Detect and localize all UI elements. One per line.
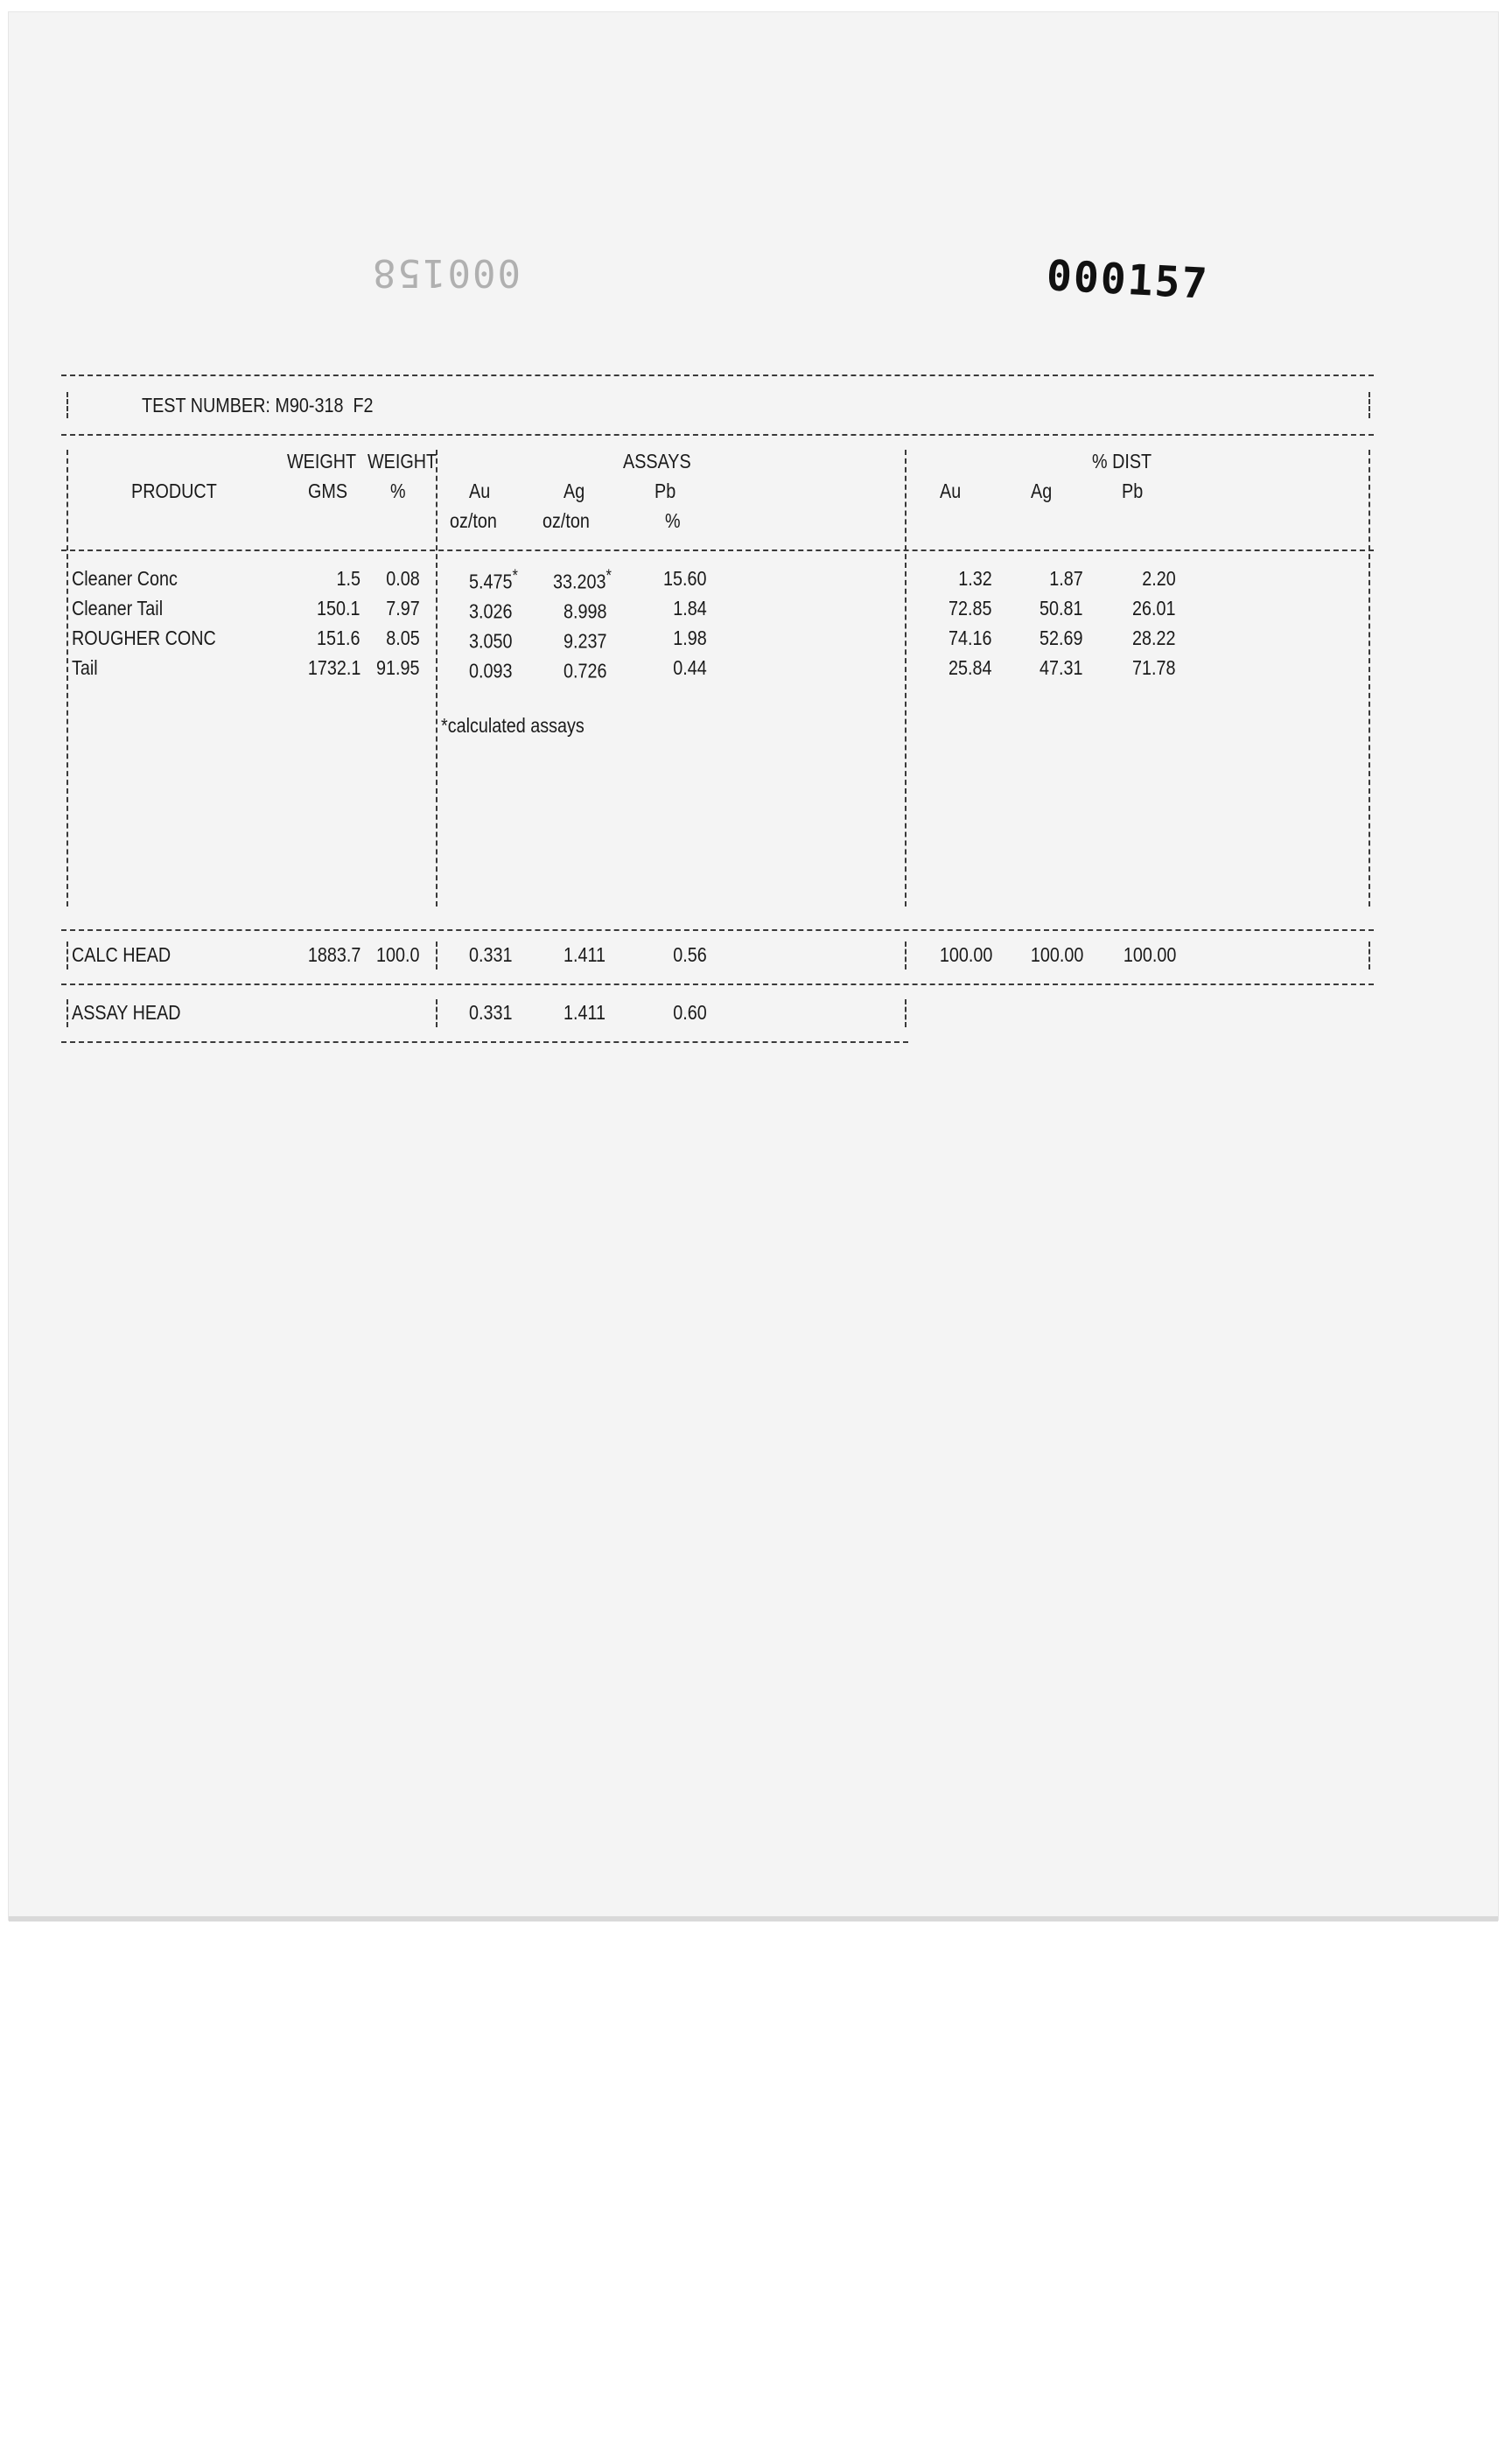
vbar-calc-right: [1368, 942, 1370, 970]
calc-head-dist-au: 100.00: [939, 943, 992, 966]
page-number-stamp: 000157: [1045, 251, 1210, 309]
calc-head-au: 0.331: [469, 943, 513, 966]
calc-head-pct: 100.0: [376, 943, 420, 966]
row-pct: 0.08: [386, 567, 420, 590]
vbar-right-body: [1368, 450, 1370, 906]
rule-under-assay-head: [61, 1041, 908, 1043]
row-dist-ag: 1.87: [1049, 567, 1083, 590]
row-au: [469, 597, 513, 624]
row-ag-value: 9.237: [564, 629, 607, 653]
header-ag: Ag: [564, 480, 585, 502]
assay-head-ag: 1.411: [564, 1001, 606, 1024]
row-au-value: 0.093: [469, 659, 513, 682]
row-ag-value: 33.203: [553, 570, 606, 593]
header-weight-pct-top: WEIGHT: [368, 450, 438, 472]
header-au-unit: oz/ton: [450, 509, 497, 532]
row-dist-ag: 47.31: [1040, 656, 1083, 679]
row-pct: 91.95: [376, 656, 420, 679]
row-pb: 0.44: [673, 656, 707, 679]
vbar-assays-dist: [905, 450, 906, 906]
row-dist-au: 1.32: [958, 567, 992, 590]
row-ag-value: 8.998: [564, 599, 607, 623]
row-gms: 150.1: [317, 597, 360, 620]
row-product: Cleaner Tail: [72, 597, 164, 620]
calc-head-dist-pb: 100.00: [1123, 943, 1176, 966]
row-au-mark: *: [512, 567, 518, 585]
calc-head-label: CALC HEAD: [72, 943, 172, 966]
test-number: TEST NUMBER: M90-318 F2: [142, 394, 374, 416]
row-au-value: 3.026: [469, 599, 513, 623]
calculated-assays-note: *calculated assays: [441, 714, 584, 737]
vbar-weights-assays: [436, 450, 438, 906]
row-dist-au: 74.16: [948, 626, 992, 649]
header-pb-unit: %: [665, 509, 681, 532]
row-au-value: 5.475: [469, 570, 513, 593]
row-dist-pb: 28.22: [1132, 626, 1176, 649]
header-pb: Pb: [654, 480, 676, 502]
row-product: ROUGHER CONC: [72, 626, 216, 649]
header-weight-pct-bottom: %: [390, 480, 406, 502]
calc-head-pb: 0.56: [673, 943, 707, 966]
vbar-calc-dist: [905, 942, 906, 970]
header-dist-ag: Ag: [1031, 480, 1053, 502]
rule-top: [61, 374, 1374, 376]
row-pb: 1.98: [673, 626, 707, 649]
assay-head-au: 0.331: [469, 1001, 513, 1024]
row-ag-value: 0.726: [564, 659, 607, 682]
header-dist-pb: Pb: [1122, 480, 1144, 502]
document-sheet: [9, 12, 1498, 1920]
assay-head-label: ASSAY HEAD: [72, 1001, 181, 1024]
row-au: [469, 567, 518, 594]
row-pb: 15.60: [663, 567, 707, 590]
rule-above-calc-head: [61, 929, 1374, 931]
row-dist-au: 72.85: [948, 597, 992, 620]
row-ag: [564, 597, 607, 624]
vbar-left-test: [66, 392, 68, 418]
sheet-edge: [9, 1916, 1498, 1922]
vbar-right-test: [1368, 392, 1370, 418]
row-ag: [564, 656, 607, 683]
row-dist-au: 25.84: [948, 656, 992, 679]
row-product: Tail: [72, 656, 98, 679]
row-dist-ag: 50.81: [1040, 597, 1083, 620]
vbar-assay-left: [66, 999, 68, 1027]
header-ag-unit: oz/ton: [542, 509, 590, 532]
ghost-page-number-stamp: 000158: [371, 250, 521, 295]
calc-head-gms: 1883.7: [307, 943, 360, 966]
row-au: [469, 626, 513, 654]
rule-under-calc-head: [61, 984, 1374, 985]
header-dist: % DIST: [1092, 450, 1152, 472]
row-gms: 151.6: [317, 626, 360, 649]
row-gms: 1732.1: [307, 656, 360, 679]
header-dist-au: Au: [940, 480, 962, 502]
row-dist-pb: 71.78: [1132, 656, 1176, 679]
header-assays: ASSAYS: [623, 450, 691, 472]
row-au: [469, 656, 513, 683]
row-pb: 1.84: [673, 597, 707, 620]
row-gms: 1.5: [336, 567, 360, 590]
vbar-assay-dist: [905, 999, 906, 1027]
row-au-value: 3.050: [469, 629, 513, 653]
row-dist-pb: 26.01: [1132, 597, 1176, 620]
row-dist-ag: 52.69: [1040, 626, 1083, 649]
assay-head-pb: 0.60: [673, 1001, 707, 1024]
row-pct: 8.05: [386, 626, 420, 649]
rule-under-test-number: [61, 434, 1374, 436]
calc-head-dist-ag: 100.00: [1030, 943, 1083, 966]
calc-head-ag: 1.411: [564, 943, 606, 966]
rule-under-headers: [61, 550, 1374, 551]
vbar-calc-left: [66, 942, 68, 970]
row-pct: 7.97: [386, 597, 420, 620]
header-product: PRODUCT: [131, 480, 217, 502]
header-weight-gms-top: WEIGHT: [287, 450, 357, 472]
row-product: Cleaner Conc: [72, 567, 178, 590]
vbar-assay-mid: [436, 999, 438, 1027]
row-ag-mark: *: [606, 567, 612, 585]
row-dist-pb: 2.20: [1142, 567, 1176, 590]
header-au: Au: [469, 480, 491, 502]
header-weight-gms-bottom: GMS: [308, 480, 348, 502]
vbar-left-body: [66, 450, 68, 906]
row-ag: [553, 567, 612, 594]
vbar-calc-mid: [436, 942, 438, 970]
row-ag: [564, 626, 607, 654]
